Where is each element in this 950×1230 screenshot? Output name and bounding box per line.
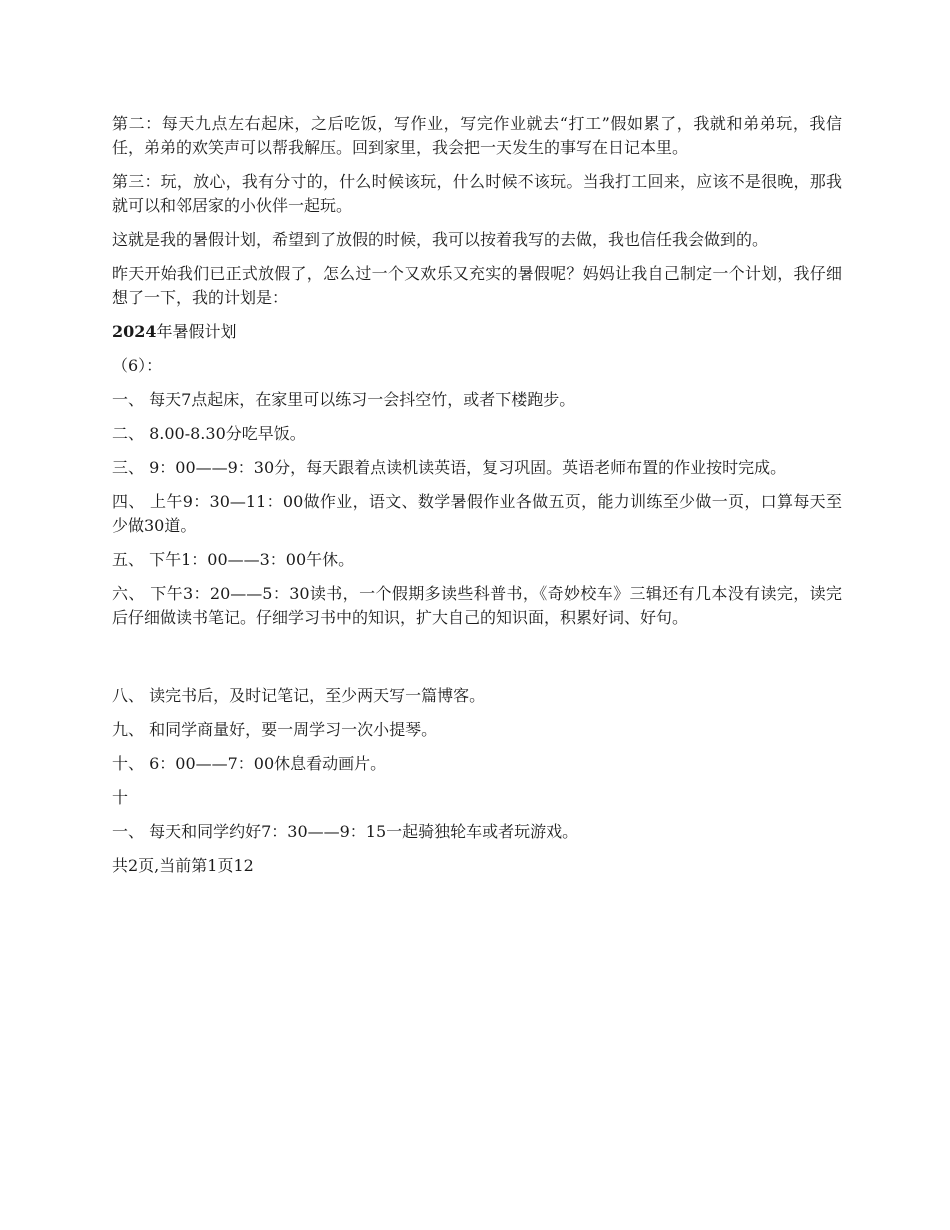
list-item: 三、 9：00——9：30分，每天跟着点读机读英语，复习巩固。英语老师布置的作业按时完成。: [112, 458, 787, 477]
plan-heading-text: 年暑假计划: [156, 322, 237, 341]
sub-marker: （6）：: [112, 356, 163, 375]
paragraph-plan-second: 第二：每天九点左右起床，之后吃饭，写作业，写完作业就去“打工”假如累了，我就和弟弟玩，我信任，弟弟的欢笑声可以帮我解压。回到家里，我会把一天发生的事写在日记本里。: [112, 114, 842, 157]
document-page: [112, 112, 842, 894]
plan-heading: [112, 320, 842, 344]
list-item: 二、 8.00-8.30分吃早饭。: [112, 424, 306, 443]
list-item: 十、 6：00——7：00休息看动画片。: [112, 754, 387, 773]
list-item: 十: [112, 788, 129, 807]
paragraph-conclusion: 这就是我的暑假计划，希望到了放假的时候，我可以按着我写的去做，我也信任我会做到的。: [112, 230, 769, 249]
list-item: 一、 每天7点起床，在家里可以练习一会抖空竹，或者下楼跑步。: [112, 390, 576, 409]
list-item: 一、 每天和同学约好7：30——9：15一起骑独轮车或者玩游戏。: [112, 822, 579, 841]
list-item: 五、 下午1：00——3：00午休。: [112, 550, 355, 569]
list-item: 六、 下午3：20——5：30读书，一个假期多读些科普书，《奇妙校车》三辑还有几本没有读完，读完后仔细做读书笔记。仔细学习书中的知识，扩大自己的知识面，积累好词、好句。: [112, 584, 842, 627]
page-footer: 共2页,当前第1页12: [112, 856, 254, 875]
list-item: 八、 读完书后，及时记笔记，至少两天写一篇博客。: [112, 686, 486, 705]
paragraph-intro: 昨天开始我们已正式放假了，怎么过一个又欢乐又充实的暑假呢？妈妈让我自己制定一个计划，我仔细想了一下，我的计划是：: [112, 264, 842, 307]
paragraph-plan-third: 第三：玩，放心，我有分寸的，什么时候该玩，什么时候不该玩。当我打工回来，应该不是很晚，那我就可以和邻居家的小伙伴一起玩。: [112, 172, 842, 215]
list-item: 九、 和同学商量好，要一周学习一次小提琴。: [112, 720, 438, 739]
blank-gap: [112, 640, 842, 684]
plan-heading-year: 2024: [112, 322, 157, 341]
list-item: 四、 上午9：30—11：00做作业，语文、数学暑假作业各做五页，能力训练至少做一页，口算每天至少做30道。: [112, 492, 842, 535]
